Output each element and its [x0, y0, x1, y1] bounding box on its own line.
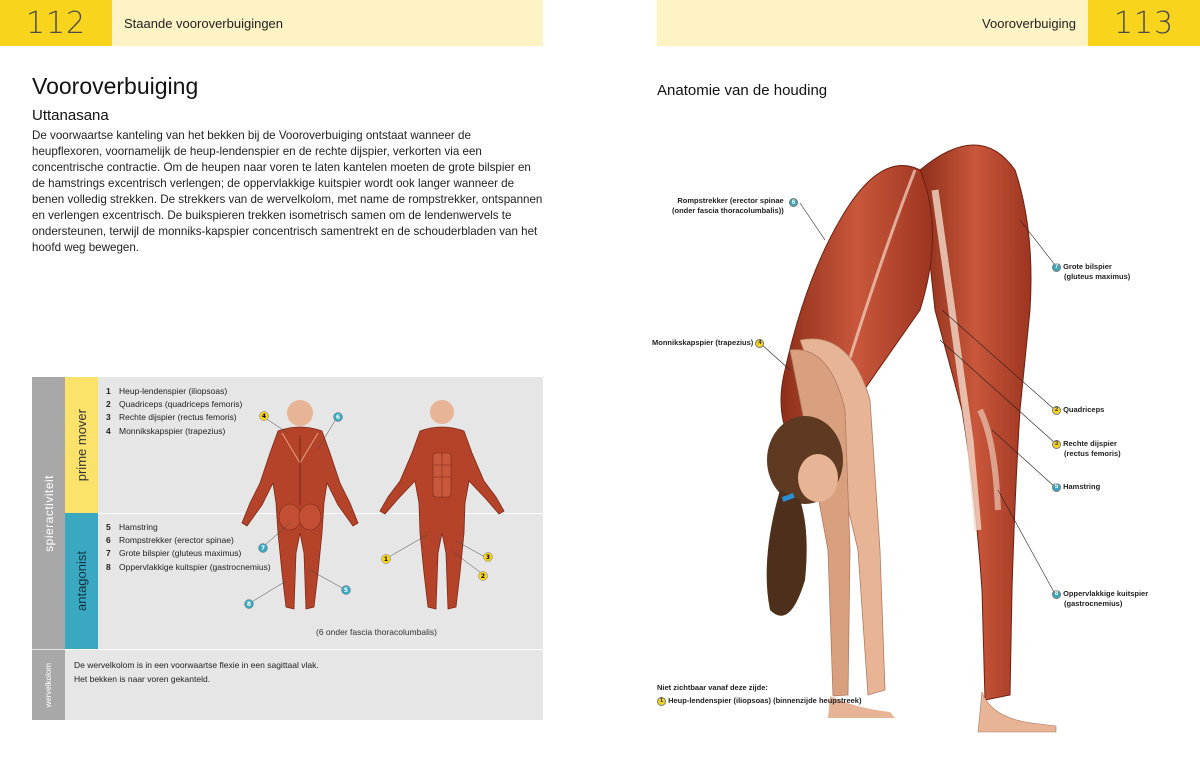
section-title-right: Vooroverbuiging — [982, 15, 1076, 31]
list-item: 5 Hamstring — [106, 522, 158, 532]
svg-text:8: 8 — [246, 601, 252, 608]
callout-1-badge: 1 — [657, 697, 666, 706]
svg-text:4: 4 — [261, 413, 267, 420]
list-item: 7 Grote bilspier (gluteus maximus) — [106, 548, 242, 559]
svg-text:7: 7 — [260, 545, 266, 552]
callout-8-badge: 8 — [1052, 590, 1061, 599]
divider — [65, 649, 543, 650]
not-visible-title: Niet zichtbaar vanaf deze zijde: — [657, 683, 768, 692]
body-figure-front — [372, 393, 512, 621]
page-number-left: 112 — [0, 0, 112, 46]
prime-mover-list — [106, 385, 242, 438]
header-left — [0, 0, 543, 46]
callout-7-badge: 7 — [1052, 263, 1061, 272]
callout-4-badge: 4 — [755, 339, 764, 348]
list-item: 8 Oppervlakkige kuitspier (gastrocnemius) — [106, 561, 271, 572]
list-item: 6 Rompstrekker (erector spinae) — [106, 535, 234, 546]
callout-2-badge: 2 — [1052, 406, 1061, 415]
body-figure-back — [232, 393, 367, 621]
callout-hamstring: 5 Hamstring — [1052, 482, 1100, 492]
svg-text:5: 5 — [343, 587, 349, 594]
list-item: 3 Rechte dijspier (rectus femoris) — [106, 412, 237, 423]
callout-erector-spinae: Rompstrekker (erector spinae (onder fascia thoracolumbalis)) — [672, 196, 784, 215]
pose-sanskrit-name: Uttanasana — [32, 107, 109, 124]
page-number-right: 113 — [1088, 0, 1200, 46]
callout-gluteus-maximus: 7 Grote bilspier (gluteus maximus) — [1052, 262, 1130, 282]
not-visible-item: 1 Heup-lendenspier (iliopsoas) (binnenzijde heupstreek) — [657, 696, 861, 706]
figure-note: (6 onder fascia thoracolumbalis) — [316, 627, 437, 637]
svg-text:1: 1 — [383, 556, 389, 563]
section-title-left: Staande vooroverbuigingen — [124, 15, 284, 31]
callout-5-badge: 5 — [1052, 483, 1061, 492]
antagonist-tab: antagonist — [65, 513, 98, 649]
callout-rectus-femoris: 3 Rechte dijspier (rectus femoris) — [1052, 439, 1121, 459]
spine-label: wervelkolom — [32, 650, 65, 720]
callout-quadriceps: 2 Quadriceps — [1052, 405, 1104, 415]
callout-trapezius: Monnikskapspier (trapezius) 4 — [652, 338, 764, 348]
callout-gastrocnemius: 8 Oppervlakkige kuitspier (gastrocnemius) — [1052, 589, 1148, 609]
muscle-activity-label: spieractiviteit — [32, 377, 65, 649]
list-item: 4 Monnikskapspier (trapezius) — [106, 425, 226, 436]
intro-paragraph: De voorwaartse kanteling van het bekken bij de Vooroverbuiging ontstaat wanneer de heupflexoren, voornamelijk de heup-lendenspier en de rechte dijspier, verkorten via een concentrische contractie. Om de heupen naar voren te laten kantelen moeten de grote bilspier en de hamstrings excentrisch verlengen; de oppervlakkige kuitspier wordt ook langer wanneer de benen volledig strekken. De strekkers van de wervelkolom, met name de rompstrekker, ontspannen en verlengen excentrisch. De buikspieren trekken isometrisch samen om de lendenwervels te ondersteunen, terwijl de monniks-kapspier concentrisch samentrekt en de schouderbladen van het hoofd weg bewegen. — [32, 129, 543, 254]
anatomy-title: Anatomie van de houding — [657, 82, 828, 99]
muscle-activity-table — [32, 377, 543, 720]
list-item: 1 Heup-lendenspier (iliopsoas) — [106, 386, 228, 396]
header-right — [657, 0, 1200, 46]
list-item: 2 Quadriceps (quadriceps femoris) — [106, 399, 243, 410]
svg-text:2: 2 — [480, 573, 486, 580]
spine-text: De wervelkolom is in een voorwaartse flexie in een sagittaal vlak. Het bekken is naar voren gekanteld. — [74, 660, 319, 684]
pose-title: Vooroverbuiging — [32, 73, 199, 99]
prime-mover-tab: prime mover — [65, 377, 98, 513]
callout-6-badge: 6 — [789, 198, 798, 207]
svg-text:6: 6 — [335, 414, 341, 421]
svg-text:3: 3 — [485, 554, 491, 561]
callout-3-badge: 3 — [1052, 440, 1061, 449]
